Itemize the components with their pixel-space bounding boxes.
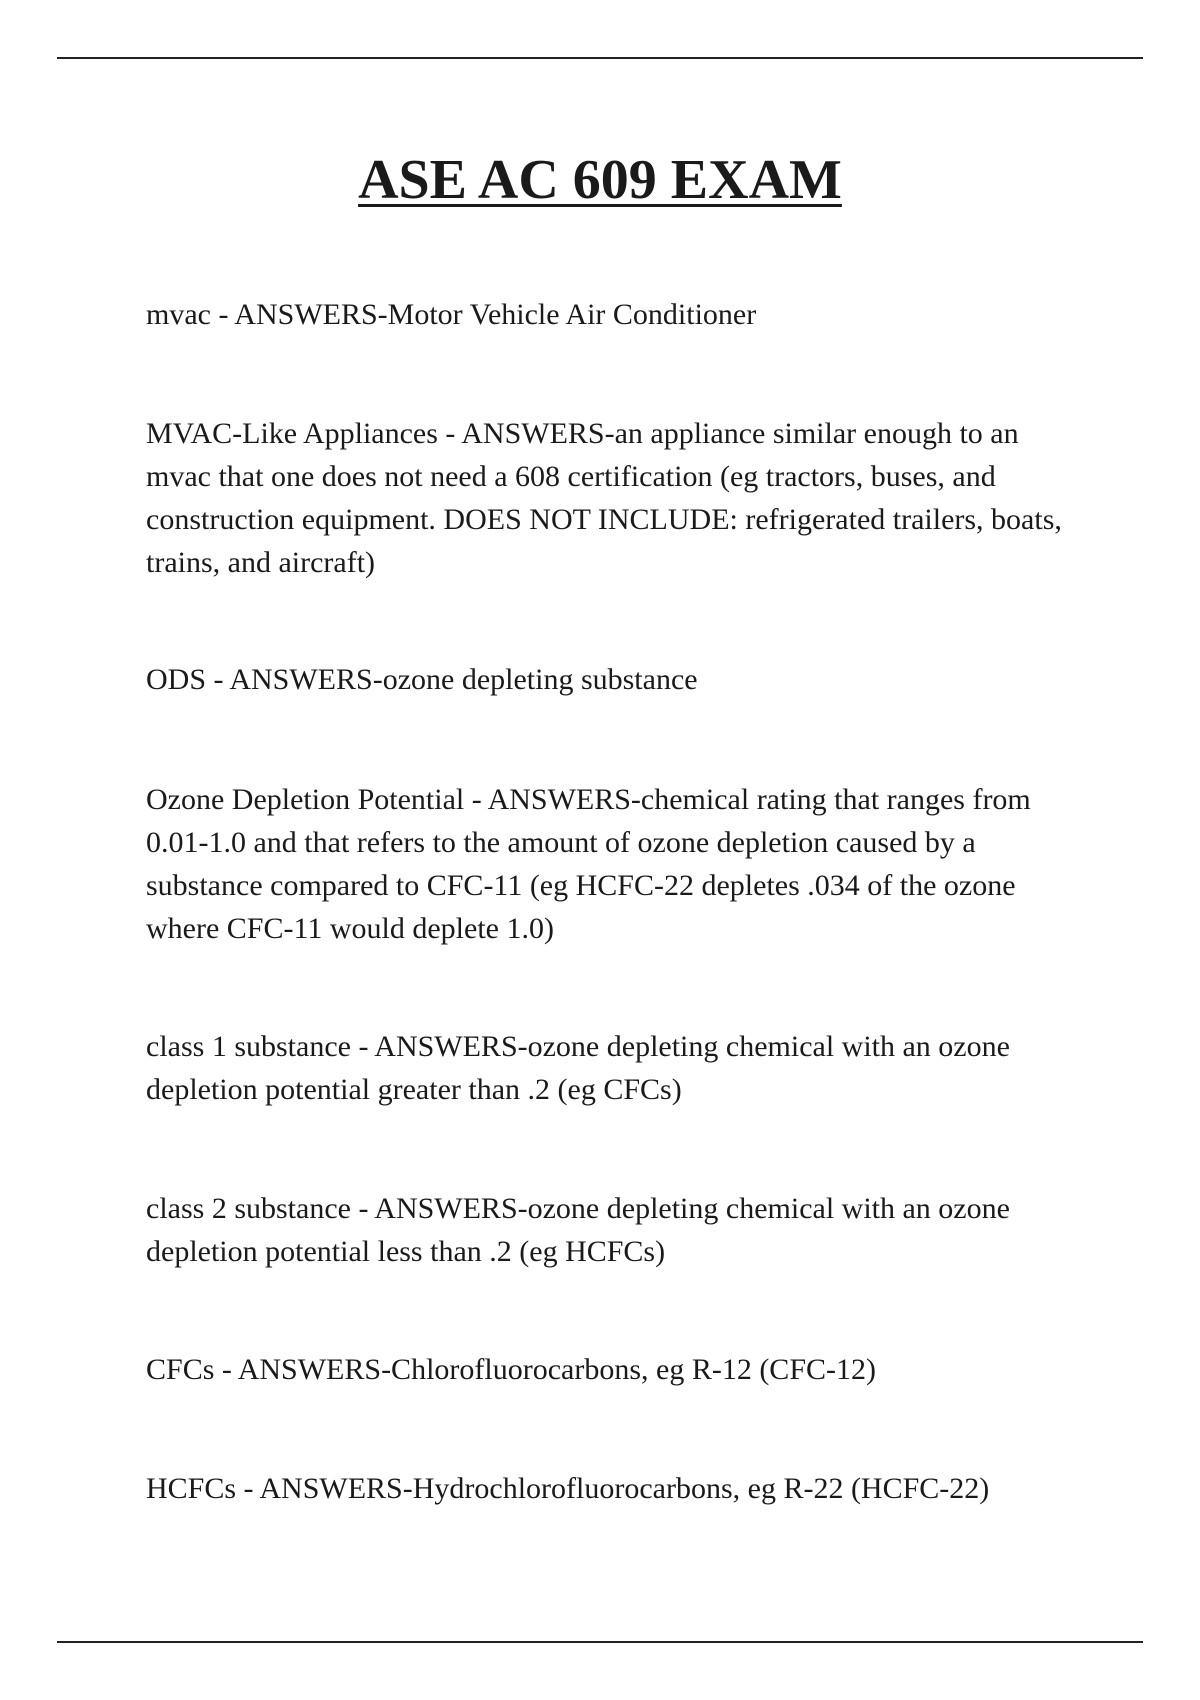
definition-entry: class 1 substance - ANSWERS-ozone depleting chemical with an ozone depletion potential greater than .2 (eg CFCs) [146,1030,1010,1106]
definition-entry: mvac - ANSWERS-Motor Vehicle Air Conditioner [146,298,757,331]
definition-entry: Ozone Depletion Potential - ANSWERS-chemical rating that ranges from 0.01-1.0 and that refers to the amount of ozone depletion caused by a substance compared to CFC-11 (eg HCFC-22 depletes .034 of the ozone where CFC-11 would deplete 1.0) [146,783,1031,945]
definition-entry: CFCs - ANSWERS-Chlorofluorocarbons, eg R-12 (CFC-12) [146,1353,876,1386]
definition-entry: ODS - ANSWERS-ozone depleting substance [146,663,698,696]
page-title-text: ASE AC 609 EXAM [358,149,842,211]
definition-entry: MVAC-Like Appliances - ANSWERS-an appliance similar enough to an mvac that one does not need a 608 certification (eg tractors, buses, and construction equipment. DOES NOT INCLUDE: refrigerated trailers, boats, trains, and aircraft) [146,417,1062,579]
definition-entry: HCFCs - ANSWERS-Hydrochlorofluorocarbons, eg R-22 (HCFC-22) [146,1472,990,1505]
top-rule [57,57,1143,59]
page-title [0,148,1200,212]
definition-entry: class 2 substance - ANSWERS-ozone depleting chemical with an ozone depletion potential less than .2 (eg HCFCs) [146,1192,1010,1268]
bottom-rule [57,1641,1143,1643]
